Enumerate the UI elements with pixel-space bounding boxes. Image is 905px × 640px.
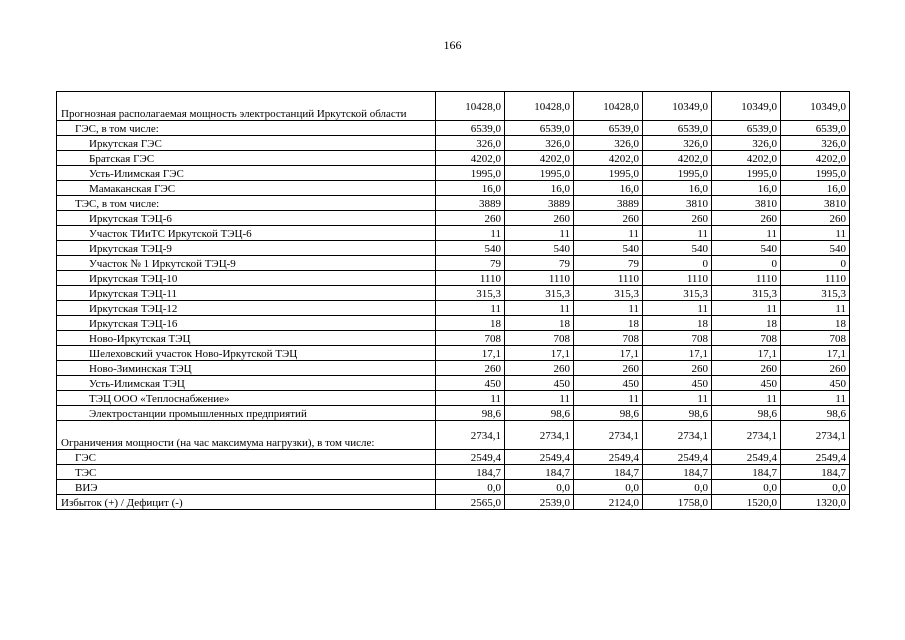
value-cell: 184,7: [436, 465, 505, 480]
value-cell: 184,7: [781, 465, 850, 480]
row-label: Шелеховский участок Ново-Иркутской ТЭЦ: [57, 346, 436, 361]
value-cell: 540: [574, 241, 643, 256]
value-cell: 450: [574, 376, 643, 391]
value-cell: 11: [643, 226, 712, 241]
table-row: [57, 346, 850, 361]
row-label: Иркутская ГЭС: [57, 136, 436, 151]
value-cell: 2549,4: [505, 450, 574, 465]
value-cell: 260: [436, 211, 505, 226]
value-cell: 18: [574, 316, 643, 331]
table-body: [57, 92, 850, 510]
row-label: Участок № 1 Иркутской ТЭЦ-9: [57, 256, 436, 271]
value-cell: 2565,0: [436, 495, 505, 510]
table-row: [57, 465, 850, 480]
value-cell: 326,0: [643, 136, 712, 151]
value-cell: 10428,0: [505, 92, 574, 121]
value-cell: 98,6: [781, 406, 850, 421]
value-cell: 2549,4: [643, 450, 712, 465]
row-label: ВИЭ: [57, 480, 436, 495]
value-cell: 79: [436, 256, 505, 271]
value-cell: 2734,1: [781, 421, 850, 450]
value-cell: 2124,0: [574, 495, 643, 510]
table-row: [57, 121, 850, 136]
value-cell: 1110: [436, 271, 505, 286]
value-cell: 450: [436, 376, 505, 391]
table-row: [57, 331, 850, 346]
value-cell: 315,3: [643, 286, 712, 301]
value-cell: 0,0: [643, 480, 712, 495]
value-cell: 1110: [712, 271, 781, 286]
row-label: Братская ГЭС: [57, 151, 436, 166]
table-row: [57, 92, 850, 121]
value-cell: 6539,0: [643, 121, 712, 136]
value-cell: 1995,0: [781, 166, 850, 181]
value-cell: 260: [643, 361, 712, 376]
value-cell: 11: [574, 226, 643, 241]
value-cell: 3889: [505, 196, 574, 211]
value-cell: 79: [574, 256, 643, 271]
table-row: [57, 301, 850, 316]
value-cell: 184,7: [712, 465, 781, 480]
value-cell: 315,3: [505, 286, 574, 301]
value-cell: 260: [505, 211, 574, 226]
value-cell: 708: [505, 331, 574, 346]
value-cell: 10349,0: [781, 92, 850, 121]
value-cell: 315,3: [436, 286, 505, 301]
value-cell: 11: [505, 391, 574, 406]
value-cell: 2734,1: [436, 421, 505, 450]
table-row: [57, 421, 850, 450]
value-cell: 98,6: [574, 406, 643, 421]
value-cell: 315,3: [574, 286, 643, 301]
value-cell: 1110: [781, 271, 850, 286]
value-cell: 1520,0: [712, 495, 781, 510]
value-cell: 16,0: [781, 181, 850, 196]
value-cell: 1995,0: [436, 166, 505, 181]
value-cell: 1995,0: [505, 166, 574, 181]
table-row: [57, 196, 850, 211]
value-cell: 16,0: [505, 181, 574, 196]
row-label: Иркутская ТЭЦ-10: [57, 271, 436, 286]
value-cell: 18: [643, 316, 712, 331]
table-row: [57, 480, 850, 495]
value-cell: 3810: [643, 196, 712, 211]
value-cell: 6539,0: [781, 121, 850, 136]
row-label: Иркутская ТЭЦ-11: [57, 286, 436, 301]
value-cell: 326,0: [712, 136, 781, 151]
table-row: [57, 376, 850, 391]
value-cell: 6539,0: [505, 121, 574, 136]
value-cell: 2734,1: [574, 421, 643, 450]
row-label: Прогнозная располагаемая мощность электростанций Иркутской области: [57, 92, 436, 121]
value-cell: 260: [436, 361, 505, 376]
table-row: [57, 136, 850, 151]
capacity-balance-table: [56, 91, 850, 510]
table-row: [57, 406, 850, 421]
value-cell: 10349,0: [712, 92, 781, 121]
value-cell: 11: [436, 226, 505, 241]
value-cell: 540: [436, 241, 505, 256]
value-cell: 708: [643, 331, 712, 346]
value-cell: 3810: [712, 196, 781, 211]
value-cell: 79: [505, 256, 574, 271]
row-label: Участок ТИиТС Иркутской ТЭЦ-6: [57, 226, 436, 241]
value-cell: 450: [643, 376, 712, 391]
table-row: [57, 391, 850, 406]
value-cell: 326,0: [505, 136, 574, 151]
row-label: Мамаканская ГЭС: [57, 181, 436, 196]
value-cell: 11: [574, 391, 643, 406]
value-cell: 11: [505, 301, 574, 316]
table-row: [57, 241, 850, 256]
value-cell: 260: [505, 361, 574, 376]
table-row: [57, 495, 850, 510]
value-cell: 2549,4: [574, 450, 643, 465]
value-cell: 16,0: [712, 181, 781, 196]
value-cell: 1320,0: [781, 495, 850, 510]
value-cell: 18: [505, 316, 574, 331]
value-cell: 1995,0: [712, 166, 781, 181]
value-cell: 260: [781, 361, 850, 376]
table-row: [57, 286, 850, 301]
value-cell: 708: [436, 331, 505, 346]
value-cell: 1758,0: [643, 495, 712, 510]
value-cell: 3889: [436, 196, 505, 211]
value-cell: 2549,4: [712, 450, 781, 465]
value-cell: 1110: [643, 271, 712, 286]
value-cell: 2549,4: [436, 450, 505, 465]
value-cell: 4202,0: [574, 151, 643, 166]
value-cell: 450: [712, 376, 781, 391]
value-cell: 3810: [781, 196, 850, 211]
value-cell: 16,0: [574, 181, 643, 196]
value-cell: 17,1: [505, 346, 574, 361]
value-cell: 98,6: [436, 406, 505, 421]
value-cell: 11: [436, 391, 505, 406]
value-cell: 6539,0: [712, 121, 781, 136]
value-cell: 1995,0: [643, 166, 712, 181]
value-cell: 315,3: [781, 286, 850, 301]
value-cell: 708: [574, 331, 643, 346]
row-label: Усть-Илимская ГЭС: [57, 166, 436, 181]
value-cell: 6539,0: [574, 121, 643, 136]
row-label: ГЭС: [57, 450, 436, 465]
value-cell: 17,1: [436, 346, 505, 361]
value-cell: 184,7: [643, 465, 712, 480]
row-label: ТЭС: [57, 465, 436, 480]
value-cell: 4202,0: [436, 151, 505, 166]
row-label: Усть-Илимская ТЭЦ: [57, 376, 436, 391]
value-cell: 260: [712, 361, 781, 376]
value-cell: 540: [712, 241, 781, 256]
row-label: ТЭС, в том числе:: [57, 196, 436, 211]
row-label: Ограничения мощности (на час максимума нагрузки), в том числе:: [57, 421, 436, 450]
value-cell: 708: [781, 331, 850, 346]
value-cell: 184,7: [574, 465, 643, 480]
value-cell: 540: [643, 241, 712, 256]
value-cell: 0: [643, 256, 712, 271]
value-cell: 4202,0: [712, 151, 781, 166]
table-row: [57, 316, 850, 331]
value-cell: 1110: [574, 271, 643, 286]
value-cell: 3889: [574, 196, 643, 211]
row-label: Избыток (+) / Дефицит (-): [57, 495, 436, 510]
value-cell: 708: [712, 331, 781, 346]
value-cell: 260: [574, 211, 643, 226]
value-cell: 450: [781, 376, 850, 391]
value-cell: 16,0: [643, 181, 712, 196]
value-cell: 11: [574, 301, 643, 316]
value-cell: 0,0: [505, 480, 574, 495]
value-cell: 10428,0: [574, 92, 643, 121]
value-cell: 0,0: [436, 480, 505, 495]
value-cell: 450: [505, 376, 574, 391]
value-cell: 10428,0: [436, 92, 505, 121]
table-row: [57, 151, 850, 166]
value-cell: 4202,0: [505, 151, 574, 166]
value-cell: 11: [643, 301, 712, 316]
row-label: ГЭС, в том числе:: [57, 121, 436, 136]
value-cell: 11: [712, 226, 781, 241]
table-row: [57, 226, 850, 241]
value-cell: 4202,0: [643, 151, 712, 166]
value-cell: 98,6: [505, 406, 574, 421]
value-cell: 0,0: [574, 480, 643, 495]
value-cell: 18: [712, 316, 781, 331]
value-cell: 1110: [505, 271, 574, 286]
value-cell: 10349,0: [643, 92, 712, 121]
value-cell: 2539,0: [505, 495, 574, 510]
value-cell: 17,1: [574, 346, 643, 361]
value-cell: 326,0: [574, 136, 643, 151]
value-cell: 2549,4: [781, 450, 850, 465]
value-cell: 260: [643, 211, 712, 226]
value-cell: 11: [781, 226, 850, 241]
value-cell: 0,0: [712, 480, 781, 495]
value-cell: 16,0: [436, 181, 505, 196]
row-label: Иркутская ТЭЦ-16: [57, 316, 436, 331]
value-cell: 17,1: [781, 346, 850, 361]
value-cell: 540: [781, 241, 850, 256]
value-cell: 17,1: [712, 346, 781, 361]
table-row: [57, 450, 850, 465]
value-cell: 4202,0: [781, 151, 850, 166]
table-row: [57, 271, 850, 286]
table-row: [57, 181, 850, 196]
row-label: Ново-Иркутская ТЭЦ: [57, 331, 436, 346]
table-row: [57, 166, 850, 181]
row-label: ТЭЦ ООО «Теплоснабжение»: [57, 391, 436, 406]
value-cell: 98,6: [712, 406, 781, 421]
value-cell: 260: [781, 211, 850, 226]
value-cell: 2734,1: [712, 421, 781, 450]
value-cell: 6539,0: [436, 121, 505, 136]
value-cell: 11: [712, 391, 781, 406]
value-cell: 0: [781, 256, 850, 271]
value-cell: 2734,1: [505, 421, 574, 450]
value-cell: 184,7: [505, 465, 574, 480]
row-label: Ново-Зиминская ТЭЦ: [57, 361, 436, 376]
value-cell: 0: [712, 256, 781, 271]
value-cell: 11: [781, 301, 850, 316]
value-cell: 11: [643, 391, 712, 406]
value-cell: 11: [781, 391, 850, 406]
row-label: Иркутская ТЭЦ-9: [57, 241, 436, 256]
table-row: [57, 256, 850, 271]
value-cell: 260: [712, 211, 781, 226]
table-row: [57, 361, 850, 376]
value-cell: 11: [712, 301, 781, 316]
table-row: [57, 211, 850, 226]
page-number: 166: [443, 38, 462, 52]
row-label: Иркутская ТЭЦ-6: [57, 211, 436, 226]
value-cell: 315,3: [712, 286, 781, 301]
value-cell: 1995,0: [574, 166, 643, 181]
value-cell: 18: [781, 316, 850, 331]
value-cell: 2734,1: [643, 421, 712, 450]
value-cell: 11: [436, 301, 505, 316]
row-label: Электростанции промышленных предприятий: [57, 406, 436, 421]
row-label: Иркутская ТЭЦ-12: [57, 301, 436, 316]
value-cell: 0,0: [781, 480, 850, 495]
value-cell: 260: [574, 361, 643, 376]
value-cell: 326,0: [781, 136, 850, 151]
value-cell: 18: [436, 316, 505, 331]
value-cell: 98,6: [643, 406, 712, 421]
value-cell: 17,1: [643, 346, 712, 361]
value-cell: 326,0: [436, 136, 505, 151]
value-cell: 540: [505, 241, 574, 256]
value-cell: 11: [505, 226, 574, 241]
